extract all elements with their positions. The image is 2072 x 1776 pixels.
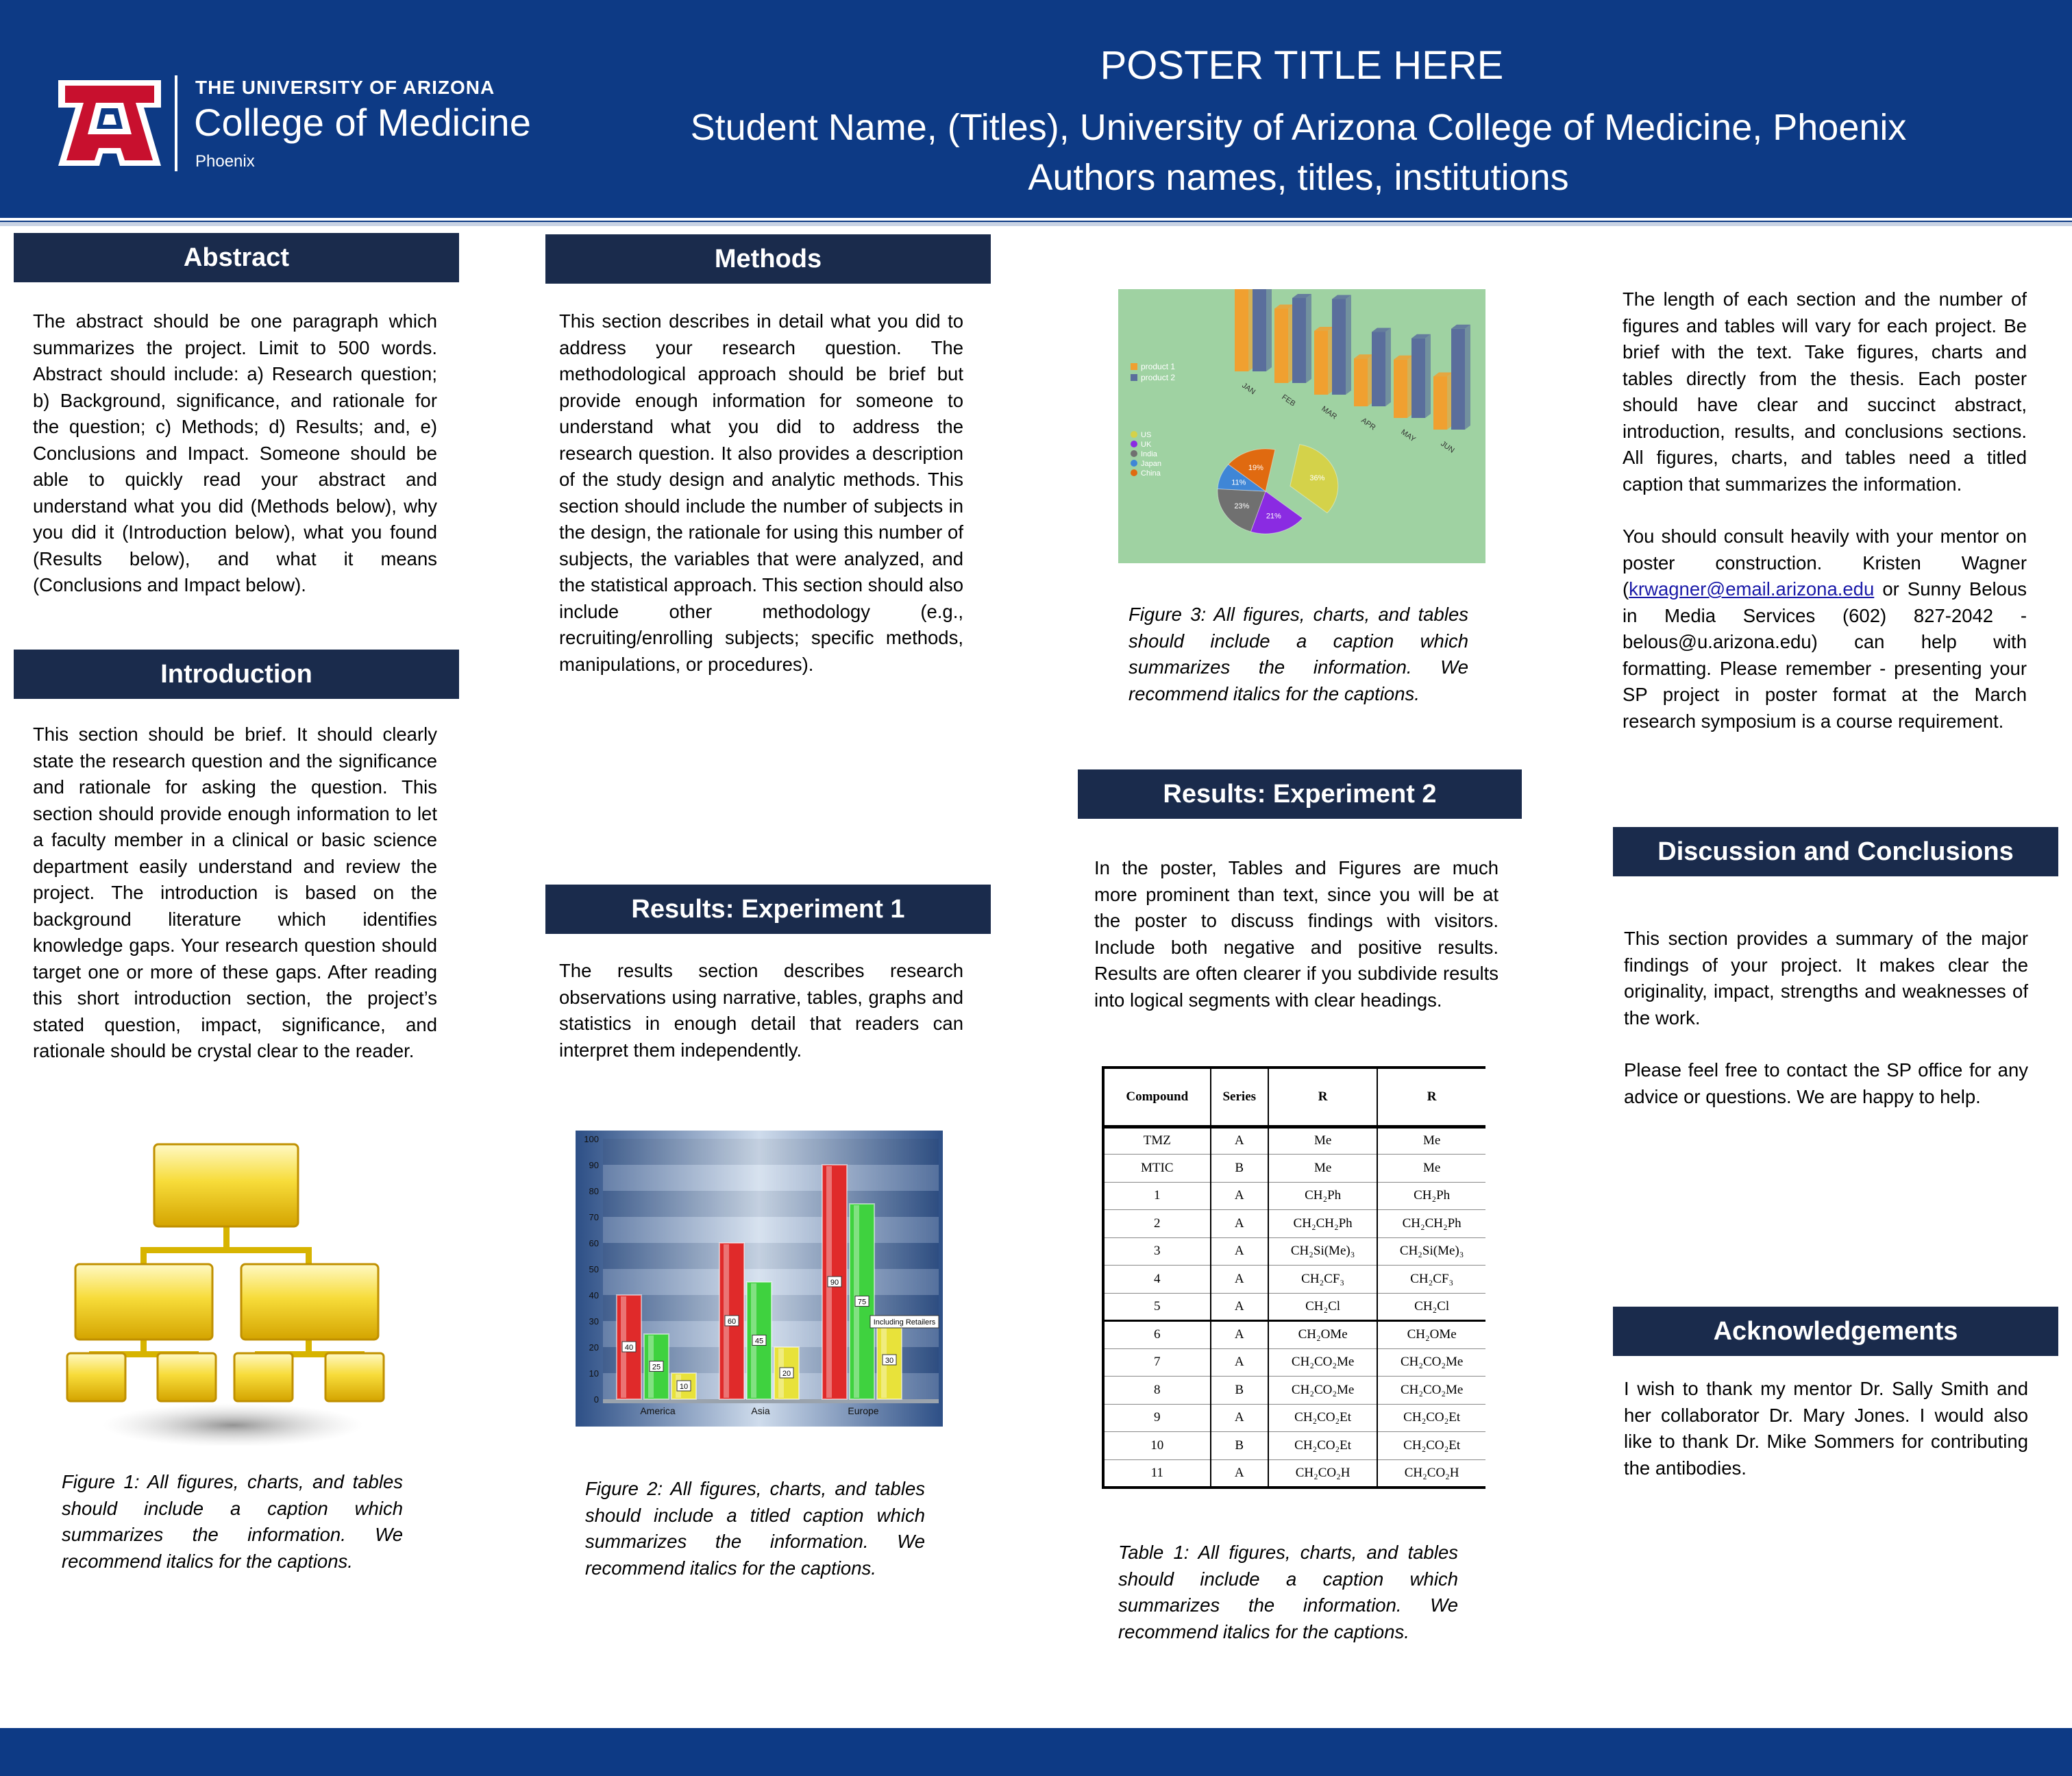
legend-swatch — [1131, 469, 1137, 476]
y-tick-label: 90 — [589, 1160, 599, 1170]
y-tick-label: 10 — [589, 1368, 599, 1379]
data-label: 75 — [857, 1298, 867, 1307]
org-chart-icon — [62, 1137, 391, 1446]
table-row — [1103, 1182, 1485, 1210]
table-cell: 9 — [1103, 1404, 1211, 1432]
table-cell: A — [1211, 1348, 1268, 1377]
fig2-annotation: Including Retailers — [873, 1318, 936, 1327]
discussion-text — [1624, 926, 2028, 1110]
table-cell: A — [1211, 1293, 1268, 1321]
figure3-caption: Figure 3: All figures, charts, and tables should include a caption which summarizes the information. We recommend italics for the captions. — [1128, 604, 1468, 704]
legend-label: product 2 — [1141, 373, 1176, 382]
legend-label: UK — [1141, 441, 1152, 449]
table-cell: A — [1211, 1266, 1268, 1294]
table-cell: CH₂CH₂Ph — [1268, 1210, 1377, 1238]
table-cell: CH₂CO₂H — [1268, 1459, 1377, 1488]
poster-affiliations: Authors names, titles, institutions — [1028, 157, 1569, 198]
y-tick-label: 70 — [589, 1212, 599, 1222]
introduction-heading: Introduction — [14, 650, 459, 699]
table-cell: A — [1211, 1126, 1268, 1155]
table-cell: CH₂Si(Me)₃ — [1268, 1237, 1377, 1266]
table-row — [1103, 1237, 1485, 1266]
table-cell: CH₂OMe — [1268, 1321, 1377, 1349]
abstract-text: The abstract should be one paragraph which summarizes the project. Limit to 500 words. Abstract should include: a) Research question; b) Background, significance, and rationale for the question; c) Methods; d) Results; and, e) Conclusions and Impact. Someone should be able to quickly read your abstract and understand what you did (Methods below), why you did it (Introduction below), what you found (Results below), and what it means (Conclusions and Impact below). — [33, 310, 437, 595]
mentor-text: You should consult heavily with your mentor on poster construction. Kristen Wagner ( — [1623, 526, 2027, 600]
methods-heading: Methods — [545, 234, 991, 284]
data-label: 60 — [727, 1318, 737, 1326]
bar — [1354, 358, 1368, 406]
table-cell: A — [1211, 1321, 1268, 1349]
grid-band — [603, 1217, 939, 1243]
mentor-text-cont: or Sunny Belous in Media Services (602) 827-2042 - belous@u.arizona.edu) can help with formatting. Please remember - presenting your SP project in poster format at the March research symposium is a course requirement. — [1623, 578, 2027, 732]
results1-text: The results section describes research observations using narrative, tables, graphs and statistics in enough detail that readers can interpret them independently. — [559, 960, 963, 1061]
grid-band — [603, 1139, 939, 1165]
methods-text: This section describes in detail what you did to address your research question. The methodological approach should be brief but provide enough information for someone to understand what you did to address the research question. It also provides a description of the study design and analytic methods. This section should include the number of subjects in the design, the rationale for using this number of subjects, the variables that were analyzed, and the statistical approach. This section should also include other methodology (e.g., recruiting/enrolling subjects; specific methods, manipulations, or procedures). — [559, 310, 963, 675]
x-tick-label: APR — [1359, 416, 1377, 432]
table-cell: CH₂CO₂Et — [1268, 1432, 1377, 1460]
logo-divider — [175, 75, 177, 171]
y-tick-label: 80 — [589, 1186, 599, 1196]
x-tick-label: MAY — [1399, 428, 1418, 444]
data-label: 40 — [624, 1344, 634, 1352]
grid-band — [603, 1243, 939, 1269]
table-row — [1103, 1210, 1485, 1238]
y-tick-label: 30 — [589, 1316, 599, 1327]
table-cell: MTIC — [1103, 1155, 1211, 1183]
x-tick-label: Asia — [751, 1405, 770, 1416]
y-tick-label: 40 — [589, 1290, 599, 1300]
bar — [1451, 329, 1465, 430]
results2-heading: Results: Experiment 2 — [1078, 769, 1522, 819]
results1-heading: Results: Experiment 1 — [545, 885, 991, 934]
x-tick-label: Europe — [848, 1405, 879, 1416]
poster-title: POSTER TITLE HERE — [1100, 43, 1504, 88]
table-cell: Me — [1268, 1126, 1377, 1155]
guidance-paragraph: The length of each section and the number of figures and tables will vary for each project. Be brief with the text. Take figures, charts and tables directly from the thesis. Each poster should have clear and succinct abstract, introduction, results, and conclusions sections. All figures, charts, and tables need a titled caption that summarizes the information. — [1623, 288, 2027, 495]
table-cell: TMZ — [1103, 1126, 1211, 1155]
y-tick-label: 20 — [589, 1342, 599, 1353]
figure1-caption: Figure 1: All figures, charts, and tables should include a caption which summarizes the information. We recommend italics for the captions. — [62, 1471, 403, 1572]
table-row — [1103, 1293, 1485, 1321]
table-cell: 7 — [1103, 1348, 1211, 1377]
introduction-text: This section should be brief. It should clearly state the research question and the significance and rationale for asking the question. This section should provide enough information to let a faculty member in a clinical or basic science department easily understand and review the project. The introduction is based on the background literature which identifies knowledge gaps. Your research question should target one or more of these gaps. After reading this short introduction section, the project’s stated question, impact, significance, and rationale should be crystal clear to the reader. — [33, 724, 437, 1061]
email-link[interactable]: krwagner@email.arizona.edu — [1629, 578, 1875, 600]
bar — [1253, 289, 1266, 371]
discussion-heading: Discussion and Conclusions — [1613, 827, 2058, 876]
data-label: 10 — [679, 1383, 689, 1391]
table-cell: Me — [1377, 1126, 1485, 1155]
bar — [1292, 298, 1306, 383]
table-cell: A — [1211, 1210, 1268, 1238]
y-tick-label: 50 — [589, 1264, 599, 1274]
table1-caption: Table 1: All figures, charts, and tables should include a caption which summarizes the information. We recommend italics for the captions. — [1118, 1542, 1458, 1642]
table-cell: A — [1211, 1404, 1268, 1432]
legend-swatch — [1131, 441, 1137, 447]
bar-side — [1346, 295, 1351, 395]
data-label: 20 — [782, 1370, 791, 1378]
poster-footer — [0, 1728, 2072, 1776]
table-cell: CH₂Si(Me)₃ — [1377, 1237, 1485, 1266]
table-row — [1103, 1266, 1485, 1294]
table-row — [1103, 1348, 1485, 1377]
table-cell: CH₂Ph — [1377, 1182, 1485, 1210]
table-cell: CH₂Cl — [1268, 1293, 1377, 1321]
discussion-paragraph: This section provides a summary of the major findings of your project. It makes clear the originality, impact, strengths and weaknesses of the work. — [1624, 928, 2028, 1028]
legend-swatch — [1131, 460, 1137, 467]
table-cell: 6 — [1103, 1321, 1211, 1349]
bar-side — [1425, 334, 1431, 418]
header-rule — [0, 218, 2072, 221]
legend-swatch — [1131, 363, 1137, 370]
mentor-paragraph — [1623, 523, 2027, 735]
legend-swatch — [1131, 450, 1137, 457]
figure2-caption: Figure 2: All figures, charts, and tables should include a titled caption which summarizes the information. We recommend italics for the captions. — [585, 1478, 925, 1579]
table-row — [1103, 1321, 1485, 1349]
table-header-cell: Series — [1211, 1068, 1268, 1126]
table-cell: Me — [1377, 1155, 1485, 1183]
legend-label: US — [1141, 431, 1152, 439]
table-cell: A — [1211, 1237, 1268, 1266]
table-cell: 8 — [1103, 1377, 1211, 1405]
bar — [1411, 338, 1425, 418]
x-tick-label: FEB — [1280, 393, 1297, 408]
grid-band — [603, 1165, 939, 1191]
table-row — [1103, 1126, 1485, 1155]
legend-label: product 1 — [1141, 362, 1176, 371]
bar — [1394, 360, 1407, 418]
legend-label: Japan — [1141, 460, 1161, 468]
pie-label: 21% — [1266, 512, 1281, 521]
x-tick-label: JUN — [1439, 439, 1456, 455]
campus-name: Phoenix — [195, 152, 255, 171]
pie-label: 36% — [1309, 473, 1325, 482]
table-row — [1103, 1459, 1485, 1488]
table-cell: CH₂CH₂Ph — [1377, 1210, 1485, 1238]
x-tick-label: JAN — [1240, 381, 1257, 397]
x-tick-label: MAR — [1320, 404, 1339, 421]
table-cell: 11 — [1103, 1459, 1211, 1488]
acknowledgements-heading: Acknowledgements — [1613, 1307, 2058, 1356]
table-cell: CH₂CO₂Me — [1377, 1377, 1485, 1405]
table-row — [1103, 1155, 1485, 1183]
bar-chart-figure2 — [576, 1131, 943, 1427]
data-label: 45 — [754, 1337, 764, 1346]
table-cell: CH₂Ph — [1268, 1182, 1377, 1210]
bar-side — [1306, 294, 1311, 383]
table-row — [1103, 1404, 1485, 1432]
bar — [1372, 332, 1385, 407]
table-cell: B — [1211, 1155, 1268, 1183]
bar — [1433, 377, 1447, 430]
acknowledgements-text: I wish to thank my mentor Dr. Sally Smith and her collaborator Dr. Mary Jones. I would also like to thank Dr. Mike Sommers for contributing the antibodies. — [1624, 1378, 2028, 1479]
table-cell: CH₂OMe — [1377, 1321, 1485, 1349]
poster-authors: Student Name, (Titles), University of Arizona College of Medicine, Phoenix — [690, 107, 1907, 148]
pie-label: 23% — [1234, 502, 1250, 510]
table-cell: A — [1211, 1459, 1268, 1488]
table-row — [1103, 1377, 1485, 1405]
table-cell: 1 — [1103, 1182, 1211, 1210]
y-tick-label: 60 — [589, 1238, 599, 1248]
institution-name: THE UNIVERSITY OF ARIZONA — [195, 77, 495, 98]
table-header-cell: Compound — [1103, 1068, 1211, 1126]
x-tick-label: America — [640, 1405, 676, 1416]
table-cell: B — [1211, 1432, 1268, 1460]
table-cell: 5 — [1103, 1293, 1211, 1321]
table-cell: 3 — [1103, 1237, 1211, 1266]
data-label: 25 — [652, 1363, 661, 1372]
table-header-cell: R — [1377, 1068, 1485, 1126]
table-cell: CH₂CO₂H — [1377, 1459, 1485, 1488]
table-cell: B — [1211, 1377, 1268, 1405]
table-cell: A — [1211, 1182, 1268, 1210]
bar — [1235, 289, 1248, 371]
pie-label: 19% — [1248, 463, 1263, 472]
y-tick-label: 0 — [593, 1394, 599, 1405]
table-cell: CH₂CF₃ — [1268, 1266, 1377, 1294]
table-cell: CH₂CO₂Et — [1377, 1432, 1485, 1460]
bar — [1274, 309, 1288, 384]
bar-side — [1465, 325, 1470, 430]
table-cell: CH₂CO₂Me — [1268, 1377, 1377, 1405]
table-cell: 4 — [1103, 1266, 1211, 1294]
table-cell: Me — [1268, 1155, 1377, 1183]
compound-table — [1102, 1066, 1485, 1489]
bar-side — [1266, 289, 1272, 371]
table-cell: CH₂CF₃ — [1377, 1266, 1485, 1294]
table-cell: 2 — [1103, 1210, 1211, 1238]
table-header-row — [1103, 1068, 1485, 1126]
guidance-text — [1623, 286, 2027, 735]
bar — [1314, 331, 1328, 395]
legend-label: China — [1141, 469, 1161, 478]
legend-label: India — [1141, 450, 1157, 458]
contact-paragraph: Please feel free to contact the SP office for any advice or questions. We are happy to help. — [1624, 1059, 2028, 1107]
table-cell: CH₂Cl — [1377, 1293, 1485, 1321]
poster-header — [0, 0, 2072, 226]
y-tick-label: 100 — [584, 1134, 599, 1144]
legend-swatch — [1131, 431, 1137, 438]
table-cell: CH₂CO₂Me — [1268, 1348, 1377, 1377]
legend-swatch — [1131, 374, 1137, 381]
table-cell: CH₂CO₂Et — [1377, 1404, 1485, 1432]
table-header-cell: R — [1268, 1068, 1377, 1126]
abstract-heading: Abstract — [14, 233, 459, 282]
university-a-logo — [55, 77, 164, 169]
table-cell: CH₂CO₂Me — [1377, 1348, 1485, 1377]
table-row — [1103, 1432, 1485, 1460]
pie-label: 11% — [1231, 478, 1246, 487]
data-label: 90 — [830, 1279, 839, 1287]
table-cell: 10 — [1103, 1432, 1211, 1460]
grid-band — [603, 1191, 939, 1217]
table-cell: CH₂CO₂Et — [1268, 1404, 1377, 1432]
chart-figure3 — [1118, 289, 1485, 563]
college-name: College of Medicine — [194, 101, 531, 144]
bar-side — [1385, 328, 1391, 407]
bar — [1332, 299, 1346, 395]
data-label: 30 — [885, 1357, 894, 1365]
results2-text: In the poster, Tables and Figures are much more prominent than text, since you will be at the poster to discuss findings with visitors. Include both negative and positive results. Results are often clearer if you subdivide results into logical segments with clear headings. — [1094, 857, 1498, 1011]
